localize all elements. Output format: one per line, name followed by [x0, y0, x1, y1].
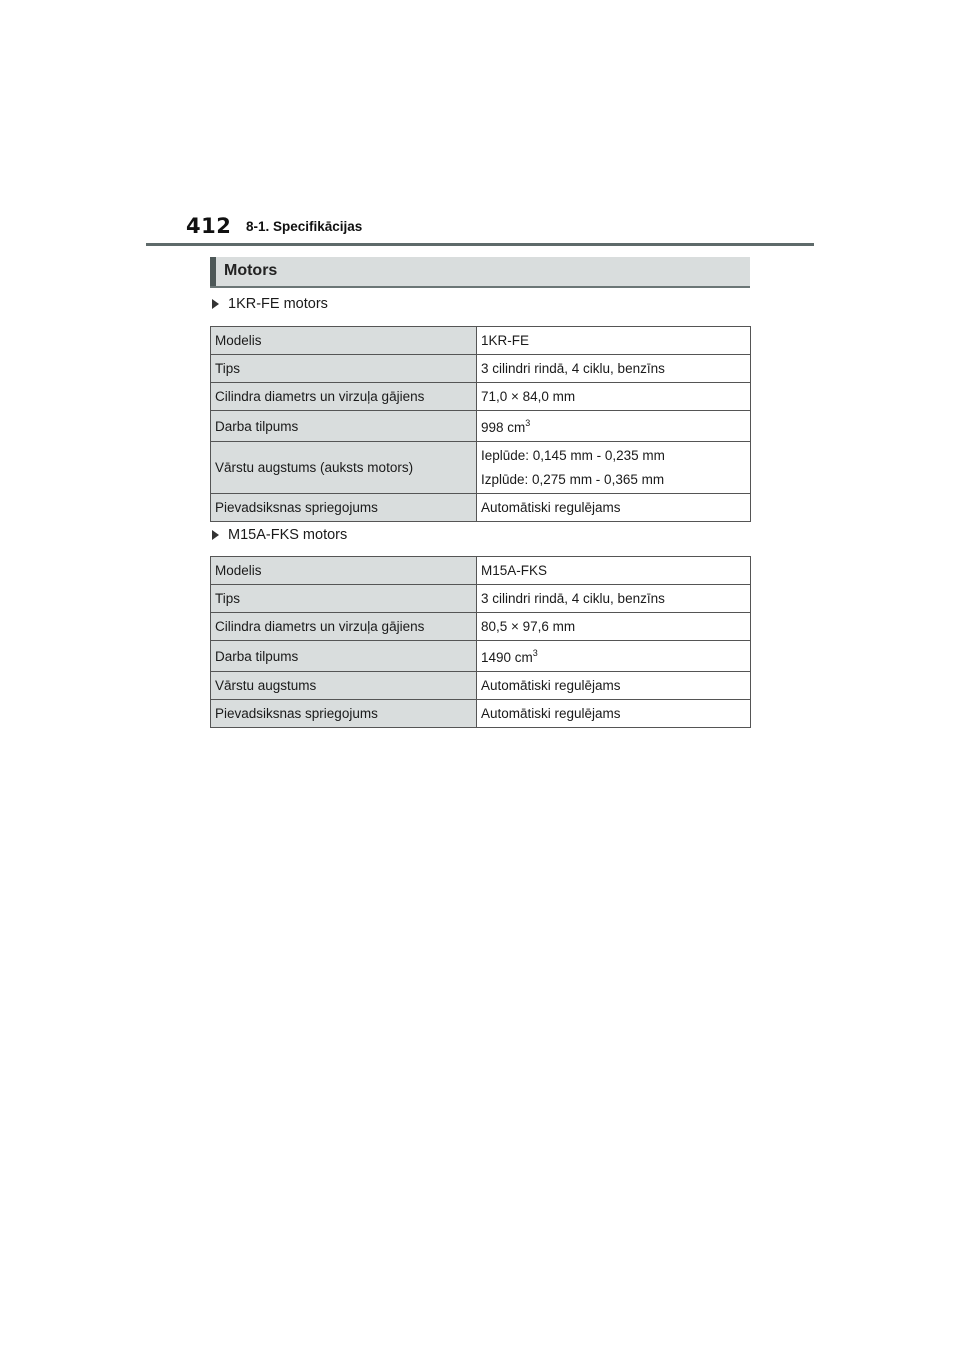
- spec-label: Darba tilpums: [211, 641, 477, 672]
- spec-label: Vārstu augstums: [211, 672, 477, 700]
- spec-value: Automātiski regulējams: [477, 494, 751, 522]
- spec-label: Vārstu augstums (auksts motors): [211, 442, 477, 494]
- superscript: 3: [532, 647, 538, 658]
- triangle-bullet-icon: [212, 299, 219, 309]
- table-row: [211, 641, 751, 672]
- exhaust-clearance: Izplūde: 0,275 mm - 0,365 mm: [481, 471, 665, 487]
- displacement-value: 1490 cm: [481, 649, 533, 665]
- section-heading-bar: [210, 257, 750, 288]
- table-row: [211, 411, 751, 442]
- spec-value: [477, 411, 751, 442]
- section-title: Motors: [224, 262, 278, 279]
- table-row: [211, 585, 751, 613]
- table-row: [211, 494, 751, 522]
- spec-value: 3 cilindri rindā, 4 ciklu, benzīns: [477, 585, 751, 613]
- triangle-bullet-icon: [212, 530, 219, 540]
- spec-value: Automātiski regulējams: [477, 700, 751, 728]
- table-row: [211, 557, 751, 585]
- spec-value: 1KR-FE: [477, 327, 751, 355]
- spec-label: Pievadsiksnas spriegojums: [211, 700, 477, 728]
- spec-value: [477, 641, 751, 672]
- engine1-spec-table: [210, 326, 751, 522]
- table-row: [211, 672, 751, 700]
- spec-label: Pievadsiksnas spriegojums: [211, 494, 477, 522]
- spec-label: Cilindra diametrs un virzuļa gājiens: [211, 613, 477, 641]
- spec-label: Tips: [211, 585, 477, 613]
- spec-label: Darba tilpums: [211, 411, 477, 442]
- table-row: [211, 700, 751, 728]
- spec-value: [477, 442, 751, 494]
- engine2-heading-text: M15A-FKS motors: [228, 527, 348, 543]
- spec-label: Modelis: [211, 327, 477, 355]
- spec-value: Automātiski regulējams: [477, 672, 751, 700]
- engine1-heading: [212, 296, 328, 312]
- spec-value: 80,5 × 97,6 mm: [477, 613, 751, 641]
- page-number: 412: [186, 214, 232, 238]
- spec-label: Modelis: [211, 557, 477, 585]
- intake-clearance: Ieplūde: 0,145 mm - 0,235 mm: [481, 447, 665, 463]
- section-reference: 8-1. Specifikācijas: [246, 219, 363, 234]
- engine1-heading-text: 1KR-FE motors: [228, 296, 328, 312]
- spec-label: Tips: [211, 355, 477, 383]
- engine2-heading: [212, 527, 347, 543]
- superscript: 3: [525, 417, 531, 428]
- spec-value: 3 cilindri rindā, 4 ciklu, benzīns: [477, 355, 751, 383]
- engine2-spec-table: [210, 556, 751, 728]
- displacement-value: 998 cm: [481, 419, 526, 435]
- section-bar-accent: [210, 257, 216, 286]
- spec-value: M15A-FKS: [477, 557, 751, 585]
- table-row: [211, 613, 751, 641]
- header-divider: [146, 243, 814, 246]
- spec-label: Cilindra diametrs un virzuļa gājiens: [211, 383, 477, 411]
- table-row: [211, 327, 751, 355]
- table-row: [211, 383, 751, 411]
- table-row: [211, 355, 751, 383]
- spec-value: 71,0 × 84,0 mm: [477, 383, 751, 411]
- table-row: [211, 442, 751, 494]
